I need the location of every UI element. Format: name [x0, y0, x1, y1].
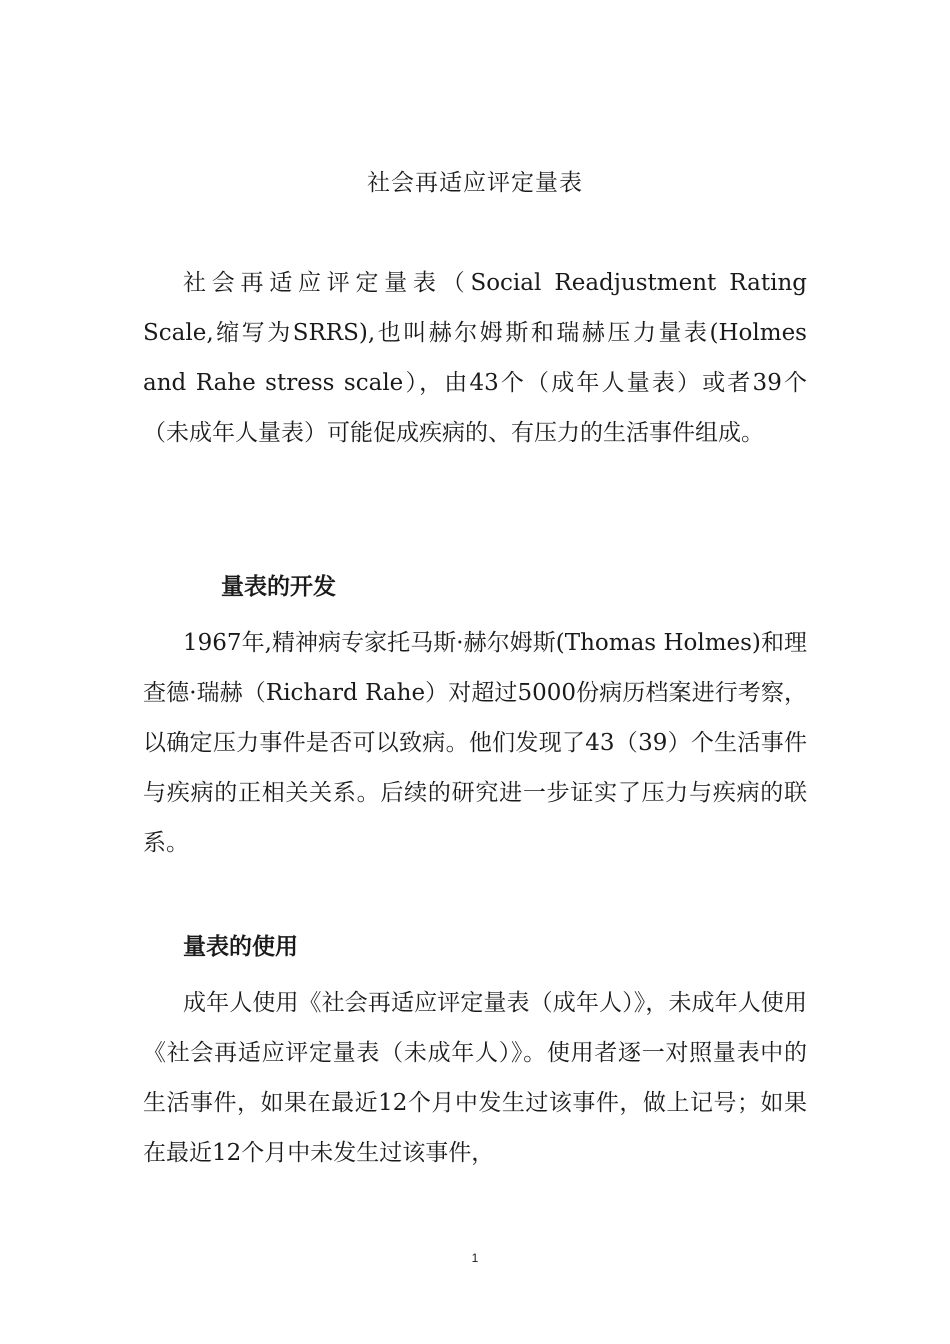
intro-paragraph: 社会再适应评定量表（Social Readjustment Rating Scale,缩写为SRRS),也叫赫尔姆斯和瑞赫压力量表(Holmes and Rahe stress scale），由43个（成年人量表）或者39个（未成年人量表）可能促成疾病的、有压力的生活事件组成。 [143, 270, 807, 446]
usage-paragraph: 成年人使用《社会再适应评定量表（成年人）》，未成年人使用《社会再适应评定量表（未成年人）》。使用者逐一对照量表中的生活事件，如果在最近12个月中发生过该事件，做上记号；如果在最近12个月中未发生过该事件， [143, 990, 807, 1166]
section-heading-development: 量表的开发 [221, 573, 336, 600]
development-paragraph: 1967年,精神病专家托马斯·赫尔姆斯(Thomas Holmes)和理查德·瑞赫（Richard Rahe）对超过5000份病历档案进行考察，以确定压力事件是否可以致病。他们发现了43（39）个生活事件与疾病的正相关关系。后续的研究进一步证实了压力与疾病的联系。 [143, 630, 807, 856]
page-number: 1 [471, 1251, 479, 1265]
document-title: 社会再适应评定量表 [367, 170, 583, 196]
section-heading-usage: 量表的使用 [183, 933, 298, 960]
